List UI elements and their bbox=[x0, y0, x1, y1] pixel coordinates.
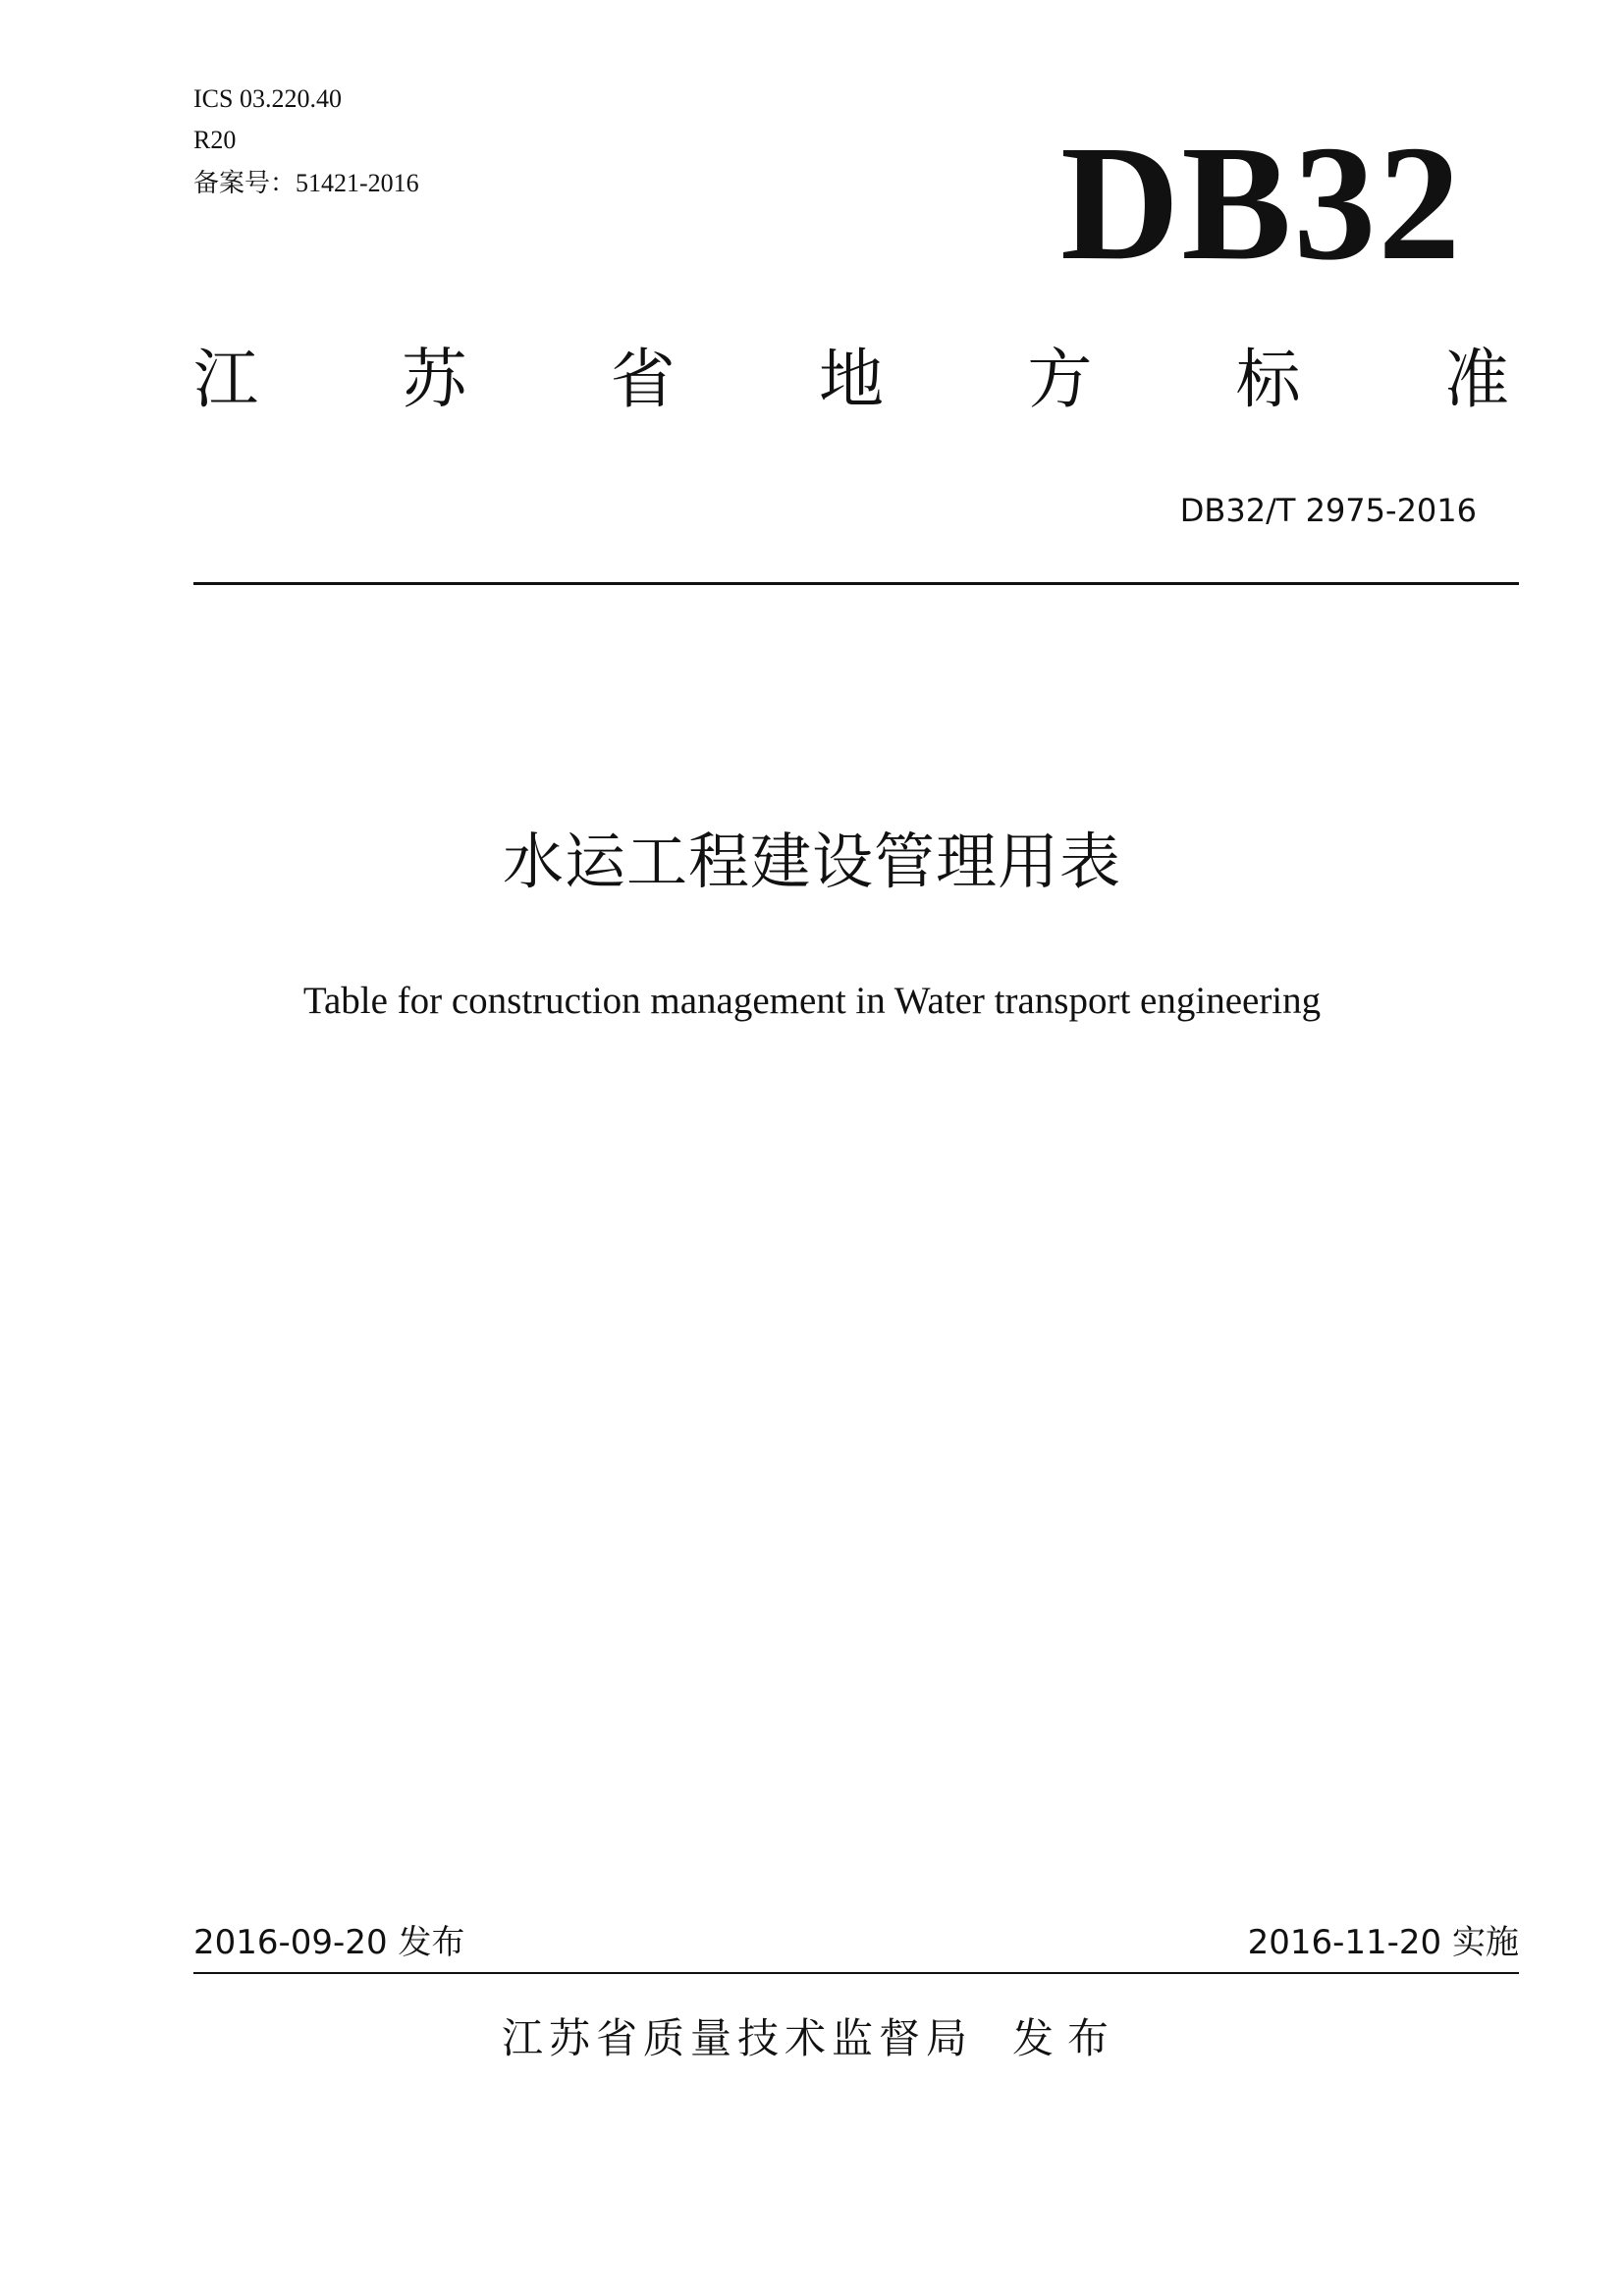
standard-type-char: 标 bbox=[1235, 342, 1301, 417]
header-divider bbox=[193, 582, 1519, 585]
document-title-chinese: 水运工程建设管理用表 bbox=[502, 826, 1121, 897]
publish-date: 2016-09-20 发布 bbox=[193, 1923, 465, 1962]
implementation-date: 2016-11-20 实施 bbox=[1247, 1923, 1519, 1962]
standard-type-char: 省 bbox=[610, 342, 676, 417]
classification-code: R20 bbox=[193, 126, 237, 154]
record-number: 备案号：51421-2016 bbox=[193, 169, 419, 197]
standard-type-heading bbox=[193, 339, 1509, 421]
issuer-name: 江苏省质量技术监督局 bbox=[501, 2014, 973, 2062]
standard-type-char: 地 bbox=[818, 342, 884, 417]
standard-type-char: 方 bbox=[1027, 342, 1093, 417]
standard-type-char: 苏 bbox=[402, 342, 467, 417]
issuer-action: 发布 bbox=[1012, 2014, 1123, 2062]
issuing-authority bbox=[0, 2012, 1624, 2065]
db32-logo: DB32 bbox=[1060, 112, 1463, 294]
standard-number: DB32/T 2975-2016 bbox=[1179, 492, 1477, 529]
document-title-english: Table for construction management in Water transport engineering bbox=[302, 980, 1322, 1022]
standard-type-char: 江 bbox=[193, 342, 258, 417]
ics-code: ICS 03.220.40 bbox=[193, 84, 342, 113]
footer-divider bbox=[193, 1972, 1519, 1974]
standard-type-char: 准 bbox=[1443, 342, 1509, 417]
